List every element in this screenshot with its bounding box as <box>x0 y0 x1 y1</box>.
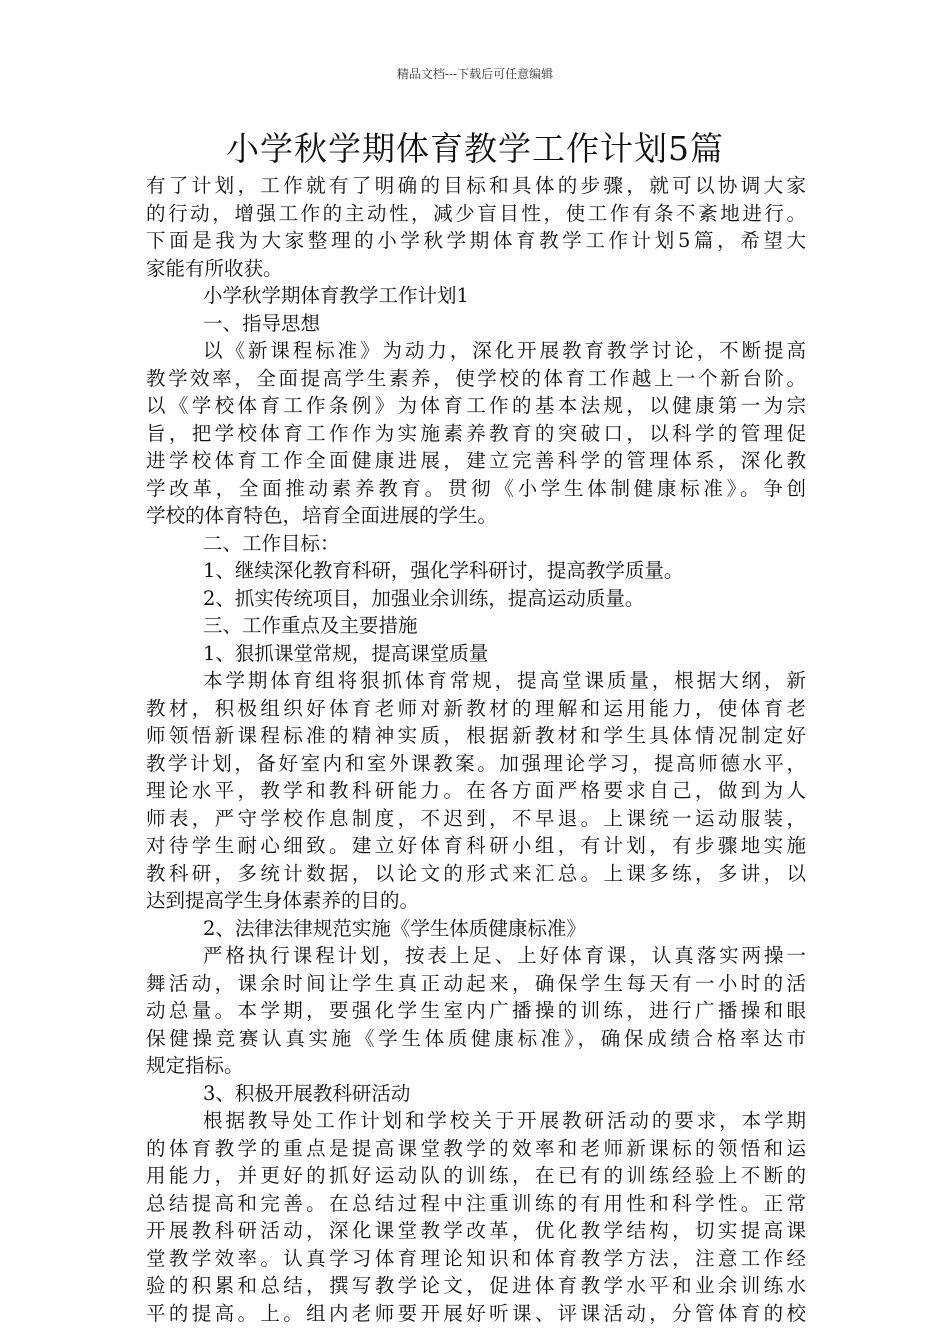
subsection-heading: 2、法律法律规范实施《学生体质健康标准》 <box>203 916 586 940</box>
intro-line: 下面是我为大家整理的小学秋学期体育教学工作计划5篇，希望大 <box>146 229 806 252</box>
paragraph-line: 以《学校体育工作条例》为体育工作的基本法规，以健康第一为宗 <box>146 394 806 417</box>
section-title: 小学秋学期体育教学工作计划1 <box>203 284 469 307</box>
paragraph-line: 动总量。本学期，要强化学生室内广播操的训练，进行广播操和眼 <box>146 999 806 1022</box>
paragraph-line: 对待学生耐心细致。建立好体育科研小组，有计划，有步骤地实施 <box>146 834 806 857</box>
paragraph-line: 达到提高学生身体素养的目的。 <box>146 889 420 912</box>
paragraph-line: 师表，严守学校作息制度，不迟到，不早退。上课统一运动服装， <box>146 806 806 830</box>
paragraph-line: 平的提高。上。组内老师要开展好听课、评课活动，分管体育的校 <box>146 1301 806 1325</box>
paragraph-line: 开展教科研活动，深化课堂教学改革，优化教学结构，切实提高课 <box>146 1219 806 1242</box>
paragraph-line: 堂教学效率。认真学习体育理论知识和体育教学方法，注意工作经 <box>146 1246 806 1270</box>
paragraph-line: 师领悟新课程标准的精神实质，根据新教材和学生具体情况制定好 <box>146 724 806 747</box>
paragraph-line: 进学校体育工作全面健康进展，建立完善科学的管理体系，深化教 <box>146 449 806 472</box>
paragraph-line: 教学计划，备好室内和室外课教案。加强理论学习，提高师德水平， <box>146 751 806 775</box>
paragraph-line: 学校的体育特色，培育全面进展的学生。 <box>146 504 498 527</box>
paragraph-line: 教材，积极组织好体育老师对新教材的理解和运用能力，使体育老 <box>146 696 806 720</box>
document-body <box>146 172 806 1327</box>
paragraph-line: 理论水平，教学和教科研能力。在各方面严格要求自己，做到为人 <box>146 779 806 802</box>
intro-line: 家能有所收获。 <box>146 256 283 280</box>
paragraph-line: 舞活动，课余时间让学生真正动起来，确保学生每天有一小时的活 <box>146 971 806 995</box>
section-heading: 二、工作目标： <box>203 531 340 555</box>
paragraph-line: 旨，把学校体育工作作为实施素养教育的突破口，以科学的管理促 <box>146 421 806 445</box>
paragraph-line: 本学期体育组将狠抓体育常规，提高堂课质量，根据大纲，新 <box>203 669 806 692</box>
list-item: 1、继续深化教育科研，强化学科研讨，提高教学质量。 <box>203 559 684 582</box>
paragraph-line: 根据教导处工作计划和学校关于开展教研活动的要求，本学期 <box>203 1109 806 1132</box>
page-header-watermark: 精品文档---下载后可任意编辑 <box>396 67 554 81</box>
paragraph-line: 以《新课程标准》为动力，深化开展教育教学讨论，不断提高 <box>203 339 806 362</box>
section-heading: 三、工作重点及主要措施 <box>203 614 418 637</box>
paragraph-line: 保健操竞赛认真实施《学生体质健康标准》，确保成绩合格率达市 <box>146 1026 806 1050</box>
paragraph-line: 规定指标。 <box>146 1054 244 1077</box>
intro-line: 有了计划，工作就有了明确的目标和具体的步骤，就可以协调大家 <box>146 174 806 197</box>
subsection-heading: 1、狠抓课堂常规，提高课堂质量 <box>203 641 489 665</box>
paragraph-line: 严格执行课程计划，按表上足、上好体育课，认真落实两操一 <box>203 944 806 967</box>
paragraph-line: 验的积累和总结，撰写教学论文，促进体育教学水平和业余训练水 <box>146 1274 806 1297</box>
paragraph-line: 总结提高和完善。在总结过程中注重训练的有用性和科学性。正常 <box>146 1191 806 1215</box>
paragraph-line: 用能力，并更好的抓好运动队的训练，在已有的训练经验上不断的 <box>146 1164 806 1187</box>
section-heading: 一、指导思想 <box>203 311 321 335</box>
paragraph-line: 学改革，全面推动素养教育。贯彻《小学生体制健康标准》。争创 <box>146 476 806 500</box>
paragraph-line: 教科研，多统计数据，以论文的形式来汇总。上课多练，多讲，以 <box>146 861 806 885</box>
intro-line: 的行动，增强工作的主动性，减少盲目性，使工作有条不紊地进行。 <box>146 201 806 225</box>
paragraph-line: 的体育教学的重点是提高课堂教学的效率和老师新课标的领悟和运 <box>146 1136 806 1160</box>
list-item: 2、抓实传统项目，加强业余训练，提高运动质量。 <box>203 586 645 610</box>
paragraph-line: 教学效率，全面提高学生素养，使学校的体育工作越上一个新台阶。 <box>146 366 806 390</box>
subsection-heading: 3、积极开展教科研活动 <box>203 1081 411 1105</box>
document-title: 小学秋学期体育教学工作计划5篇 <box>226 129 724 168</box>
